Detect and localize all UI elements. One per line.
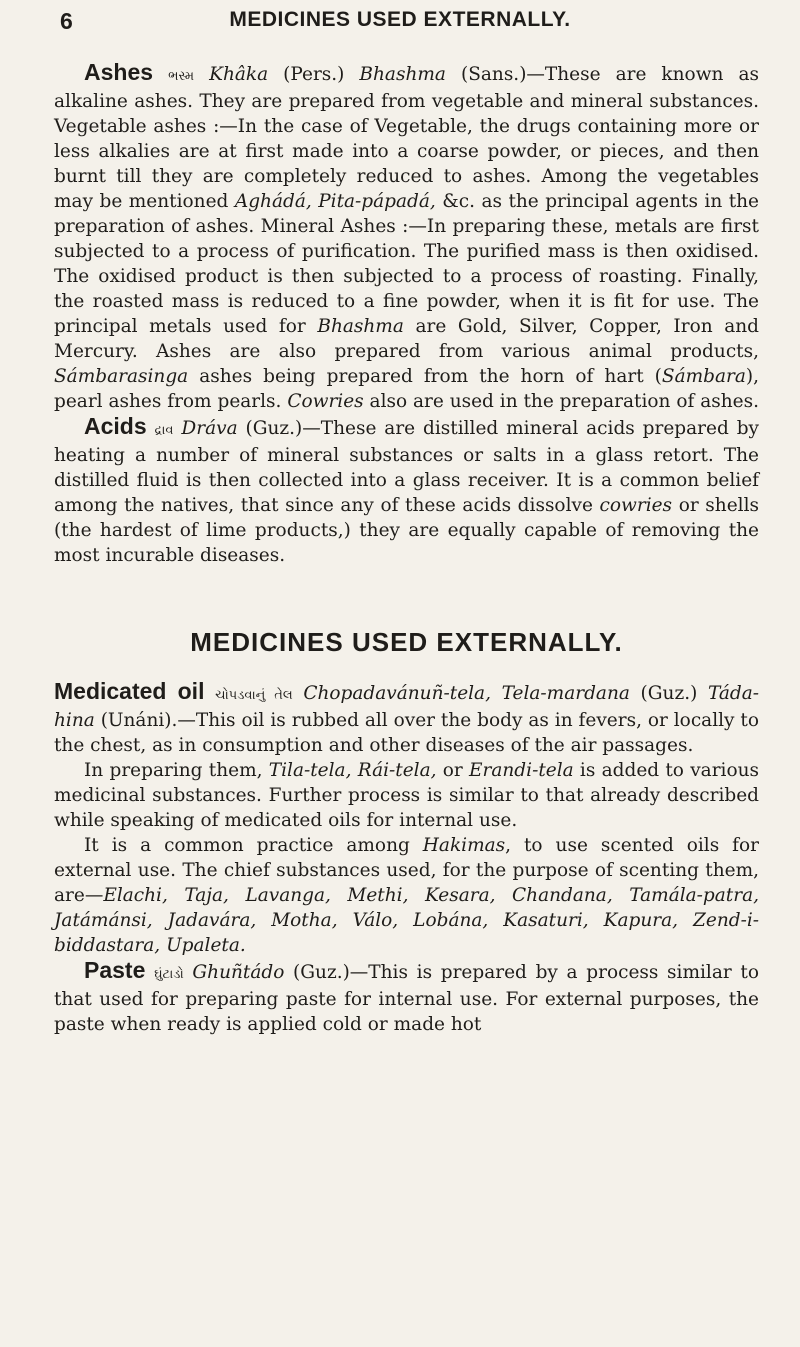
term-sambara: Sámbara bbox=[661, 366, 746, 387]
text-segment: or shells (the hardest of lime products,) they are equally capable of removing the most incurable diseases. bbox=[54, 495, 759, 566]
term-ghuntado: Ghuñtádo bbox=[192, 962, 285, 983]
gujarati-term-paste: ઘુંટાડો bbox=[154, 967, 184, 982]
term-bhashma: Bhashma bbox=[359, 64, 446, 85]
text-segment: or bbox=[436, 760, 470, 781]
entry-title-acids: Acids bbox=[84, 413, 147, 439]
text-segment: (Unáni).—This oil is rubbed all over the body as in fevers, or locally to the chest, as in consumption and other diseases of the air passages. bbox=[54, 710, 759, 756]
entry-paste bbox=[54, 958, 759, 1037]
entry-title-ashes: Ashes bbox=[84, 59, 154, 85]
page-number: 6 bbox=[60, 8, 73, 34]
term-bhashma: Bhashma bbox=[317, 316, 404, 337]
term-erandi-tela: Erandi-tela bbox=[469, 760, 574, 781]
text-segment: ashes being prepared from the horn of hart ( bbox=[188, 366, 662, 387]
gujarati-term-ashes: ભસ્મ bbox=[168, 69, 195, 84]
term-aghada: Aghádá, Pita-pápadá, bbox=[234, 191, 436, 212]
gujarati-term-acids: દ્રાવ bbox=[154, 423, 174, 438]
text-segment: (Guz.)—These are distilled mineral acids prepared by heating a number of mineral substances or salts in a glass retort. The distilled fluid is then collected into a glass receiver. It is a common belief among the natives, that since any of these acids dissolve bbox=[54, 418, 759, 516]
entry-ashes bbox=[54, 60, 759, 414]
text-segment: (Pers.) bbox=[268, 64, 360, 85]
text-segment: (Guz.)—This is prepared by a process similar to that used for preparing paste for internal use. For external purposes, the paste when ready is applied cold or made hot bbox=[54, 962, 759, 1035]
entry-medicated-oil bbox=[54, 679, 759, 758]
text-segment: , to use scented oils for external use. The chief substances used, for the purpose of scenting them, are— bbox=[54, 835, 760, 906]
text-segment: It is a common practice among bbox=[84, 835, 423, 856]
running-title: MEDICINES USED EXTERNALLY. bbox=[229, 8, 571, 31]
oil-paragraph-2 bbox=[54, 758, 759, 833]
section-heading: MEDICINES USED EXTERNALLY. bbox=[190, 627, 623, 657]
entry-title-paste: Paste bbox=[84, 957, 146, 983]
running-head bbox=[0, 8, 800, 48]
term-scent-list: Elachi, Taja, Lavanga, Methi, Kesara, Chandana, Tamála-patra, Jatámánsi, Jadavára, Motha, Válo, Lobána, Kasaturi, Kapura, Zend-i-biddastara, Upaleta. bbox=[54, 885, 759, 956]
text-segment: are Gold, Silver, Copper, Iron and Mercury. Ashes are also prepared from various animal products, bbox=[54, 316, 759, 362]
oil-paragraph-3 bbox=[54, 833, 759, 958]
text-segment: &c. as the principal agents in the preparation of ashes. Mineral Ashes :—In preparing these, metals are first subjected to a process of purification. The purified mass is then oxidised. The oxidised product is then subjected to a process of roasting. Finally, the roasted mass is reduced to a fine powder, when it is fit for use. The principal metals used for bbox=[54, 191, 760, 337]
term-chopadavanun-tela: Chopadavánuñ-tela, bbox=[303, 683, 491, 704]
term-drava: Dráva bbox=[181, 418, 238, 439]
term-sambarasinga: Sámbarasinga bbox=[54, 366, 189, 387]
text-segment: also are used in the preparation of ashes. bbox=[363, 391, 759, 412]
term-tila-tela: Tila-tela, Rái-tela, bbox=[268, 760, 437, 781]
text-segment: In preparing them, bbox=[84, 760, 269, 781]
entry-title-medicated-oil: Medicated oil bbox=[54, 678, 205, 704]
text-segment: is added to various medicinal substances. Further process is similar to that already described while speaking of medicated oils for internal use. bbox=[54, 760, 760, 831]
text-segment: (Guz.) bbox=[629, 683, 708, 704]
term-tada-hina: Táda-hina bbox=[54, 683, 760, 731]
text-segment bbox=[491, 683, 502, 704]
body-text bbox=[54, 60, 759, 1037]
term-hakimas: Hakimas bbox=[422, 835, 506, 856]
entry-acids bbox=[54, 414, 759, 568]
term-cowries: Cowries bbox=[287, 391, 364, 412]
text-segment: (Sans.)—These are known as alkaline ashes. They are prepared from vegetable and mineral substances. Vegetable ashes :—In the case of Vegetable, the drugs containing more or less alkalies are at first made into a coarse powder, or pieces, and then burnt till they are completely reduced to ashes. Among the vegetables may be mentioned bbox=[54, 64, 759, 212]
term-cowries: cowries bbox=[599, 495, 673, 516]
term-khaka: Khâka bbox=[209, 64, 269, 85]
term-tela-mardana: Tela-mardana bbox=[501, 683, 630, 704]
text-segment: ), pearl ashes from pearls. bbox=[54, 366, 759, 412]
gujarati-term-oil: ચોપડવાનું તેલ bbox=[215, 688, 293, 703]
